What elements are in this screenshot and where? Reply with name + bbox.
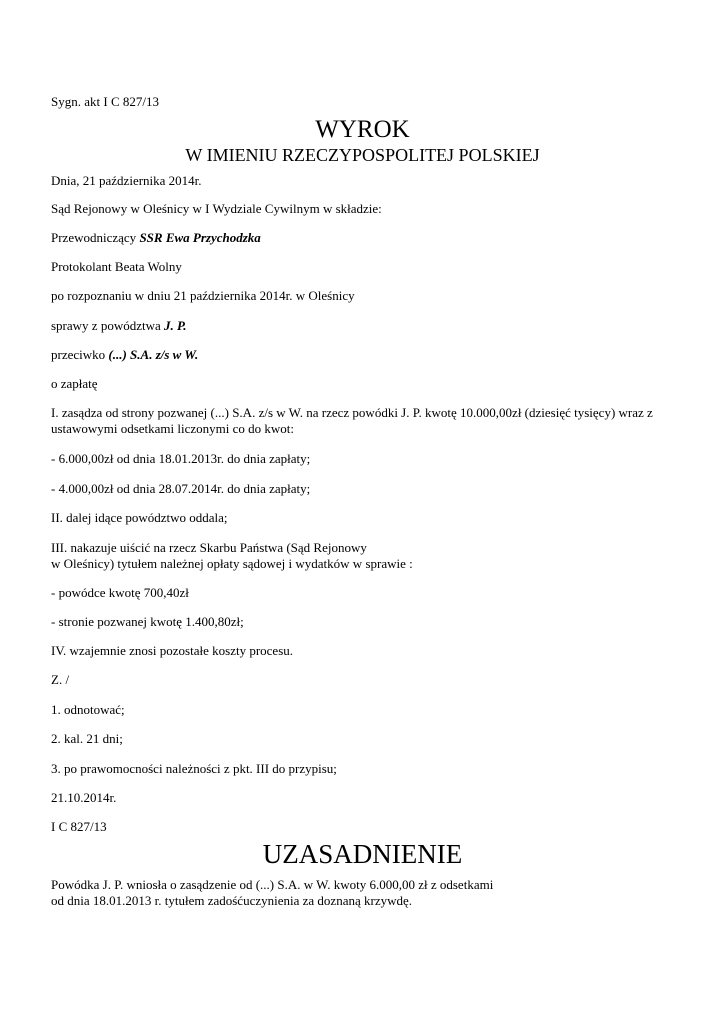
presiding-judge-label: Przewodniczący <box>51 230 140 245</box>
case-signature: Sygn. akt I C 827/13 <box>51 94 159 109</box>
ruling-point-3-line-1: III. nakazuje uiścić na rzecz Skarbu Państwa (Sąd Rejonowy <box>51 540 367 555</box>
presiding-judge <box>51 230 261 245</box>
justification-title: UZASADNIENIE <box>262 839 463 869</box>
ruling-point-4: IV. wzajemnie znosi pozostałe koszty procesu. <box>51 643 293 658</box>
judgment-title: WYROK <box>315 116 410 143</box>
fee-plaintiff: - powódce kwotę 700,40zł <box>51 585 189 600</box>
judgment-date: Dnia, 21 października 2014r. <box>51 173 202 188</box>
court-clerk: Protokolant Beata Wolny <box>51 259 182 274</box>
interest-amount-2: - 4.000,00zł od dnia 28.07.2014r. do dnia zapłaty; <box>51 481 311 496</box>
plaintiff-name: J. P. <box>164 318 187 333</box>
order-item-1: 1. odnotować; <box>51 702 125 717</box>
case-signature-bottom: I C 827/13 <box>51 819 107 834</box>
case-plaintiff <box>51 318 187 333</box>
defendant-name: (...) S.A. z/s w W. <box>108 347 199 362</box>
order-item-2: 2. kal. 21 dni; <box>51 731 123 746</box>
case-subject: o zapłatę <box>51 376 98 391</box>
interest-amount-1: - 6.000,00zł od dnia 18.01.2013r. do dnia zapłaty; <box>51 451 311 466</box>
ruling-point-1-line-1: I. zasądza od strony pozwanej (...) S.A. z/s w W. na rzecz powódki J. P. kwotę 10.000,00zł (dziesięć tysięcy) wraz z <box>51 405 653 420</box>
hearing-info: po rozpoznaniu w dniu 21 października 2014r. w Oleśnicy <box>51 288 355 303</box>
justification-line-2: od dnia 18.01.2013 r. tytułem zadośćuczynienia za doznaną krzywdę. <box>51 893 412 908</box>
order-header: Z. / <box>51 672 70 687</box>
case-defendant <box>51 347 198 362</box>
order-date: 21.10.2014r. <box>51 790 117 805</box>
defendant-label: przeciwko <box>51 347 109 362</box>
order-item-3: 3. po prawomocności należności z pkt. III do przypisu; <box>51 761 337 776</box>
ruling-point-2: II. dalej idące powództwo oddala; <box>51 510 228 525</box>
presiding-judge-name: SSR Ewa Przychodzka <box>139 230 261 245</box>
justification-line-1: Powódka J. P. wniosła o zasądzenie od (...) S.A. w W. kwoty 6.000,00 zł z odsetkami <box>51 877 494 892</box>
judgment-subtitle: W IMIENIU RZECZYPOSPOLITEJ POLSKIEJ <box>185 145 540 165</box>
ruling-point-1-line-2: ustawowymi odsetkami liczonymi co do kwot: <box>51 421 294 436</box>
fee-defendant: - stronie pozwanej kwotę 1.400,80zł; <box>51 614 244 629</box>
plaintiff-label: sprawy z powództwa <box>51 318 164 333</box>
court-composition: Sąd Rejonowy w Oleśnicy w I Wydziale Cywilnym w składzie: <box>51 201 382 216</box>
ruling-point-3-line-2: w Oleśnicy) tytułem należnej opłaty sądowej i wydatków w sprawie : <box>51 556 413 571</box>
